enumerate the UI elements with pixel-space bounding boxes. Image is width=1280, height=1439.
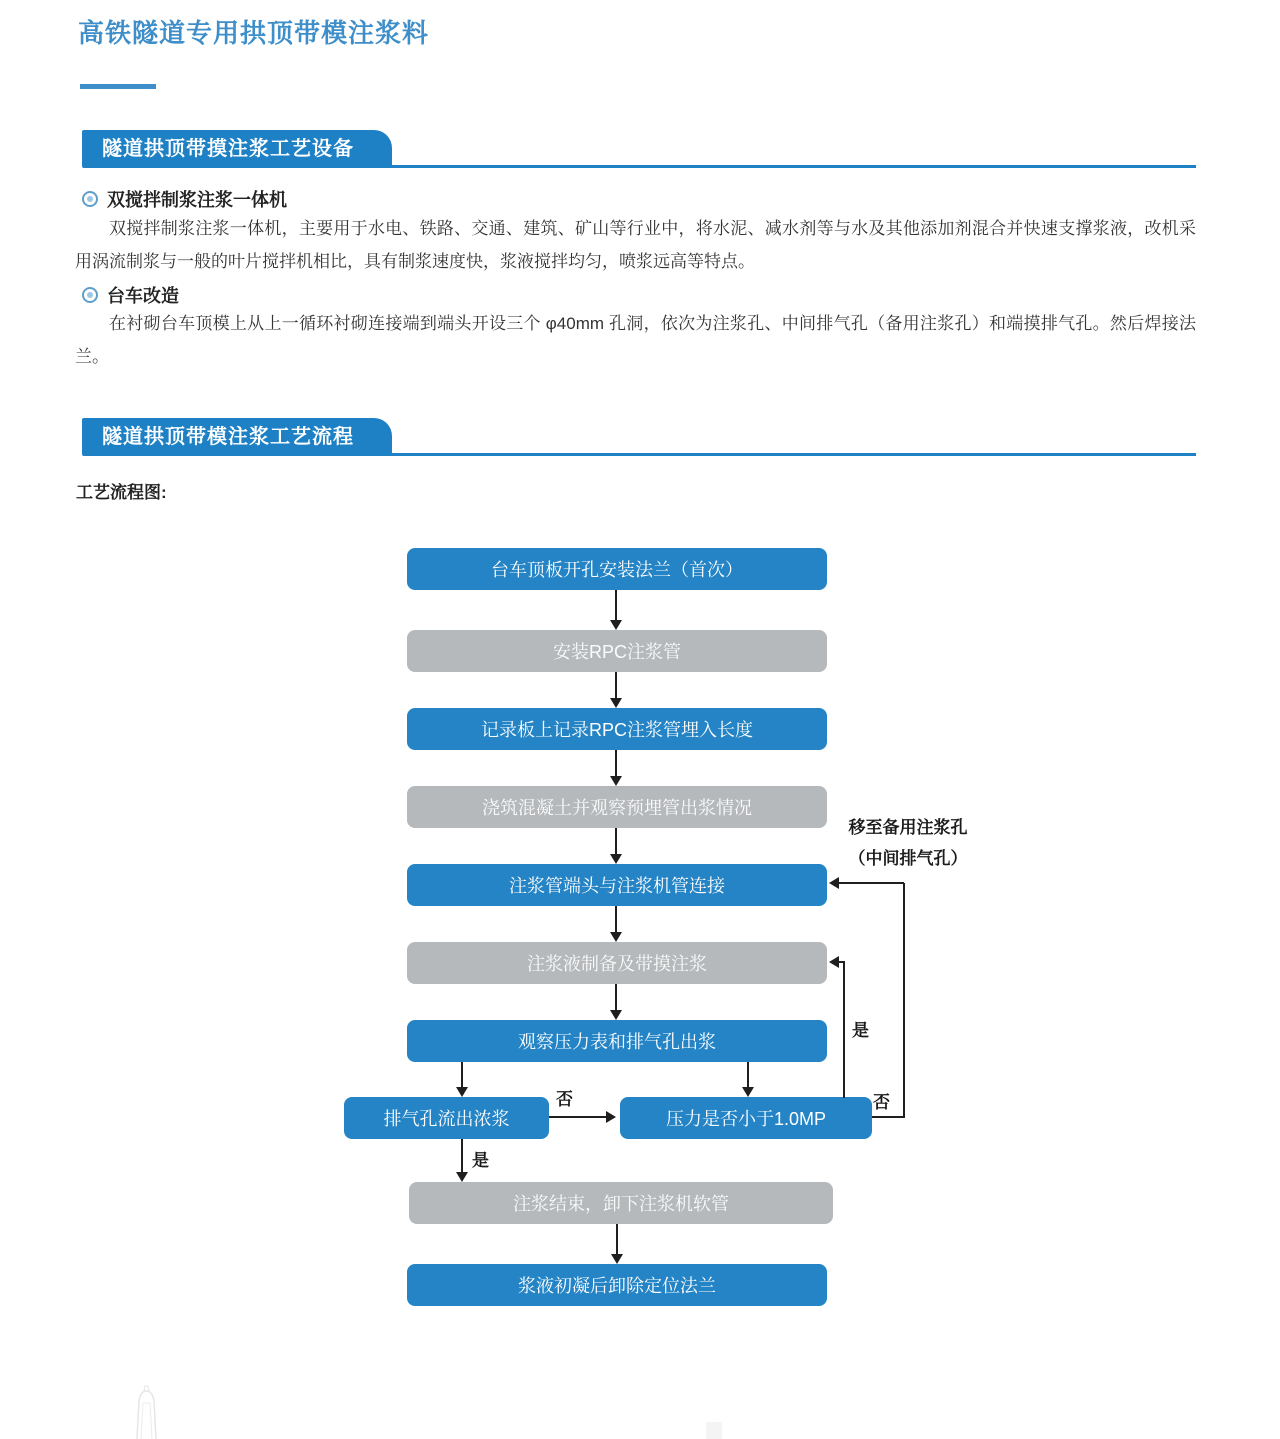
arrowhead-left-icon [829,877,839,889]
arrowhead-right-icon [606,1111,616,1123]
paragraph-mixer: 双搅拌制浆注浆一体机，主要用于水电、铁路、交通、建筑、矿山等行业中，将水泥、减水剂等与水及其他添加剂混合并快速支撑浆液，改机采用涡流制浆与一般的叶片搅拌机相比，具有制浆速度快，浆液搅拌均匀，喷浆远高等特点。 [75,219,1196,271]
faint-smudge [706,1422,722,1439]
connector-line [839,882,904,884]
arrowhead-down-icon [610,620,622,630]
edge-label-yes: 是 [472,1151,489,1170]
arrowhead-down-icon [610,776,622,786]
page-title: 高铁隧道专用拱顶带模注浆料 [78,18,430,48]
connector-line [615,984,617,1011]
flow-step-3: 记录板上记录RPC注浆管埋入长度 [407,708,827,750]
flow-step-5: 注浆管端头与注浆机管连接 [407,864,827,906]
arrowhead-down-icon [610,698,622,708]
flow-step-7: 观察压力表和排气孔出浆 [407,1020,827,1062]
ring-bullet-icon [82,191,98,207]
connector-line [843,962,845,1098]
flow-step-11: 浆液初凝后卸除定位法兰 [407,1264,827,1306]
section-header-rule [392,453,1196,456]
ring-bullet-icon [82,287,98,303]
connector-line [903,883,905,1118]
arrowhead-down-icon [456,1087,468,1097]
loop-annotation-line2: （中间排气孔） [848,849,968,868]
bullet-heading: 双搅拌制浆注浆一体机 [107,190,287,210]
connector-line [872,1116,904,1118]
arrowhead-down-icon [610,932,622,942]
edge-label-no: 否 [556,1090,573,1109]
arrowhead-down-icon [610,1010,622,1020]
flow-step-2: 安装RPC注浆管 [407,630,827,672]
flow-step-6: 注浆液制备及带摸注浆 [407,942,827,984]
connector-line [615,590,617,621]
flow-caption: 工艺流程图: [76,483,167,502]
connector-line [615,750,617,777]
connector-line [615,906,617,933]
section-header-label: 隧道拱顶带摸注浆工艺设备 [82,130,392,168]
loop-annotation-line1: 移至备用注浆孔 [848,818,968,837]
section-header-equipment [82,130,1196,168]
flow-step-8: 排气孔流出浓浆 [344,1097,549,1139]
flow-step-4: 浇筑混凝土并观察预埋管出浆情况 [407,786,827,828]
connector-line [839,961,845,963]
section-header-rule [392,165,1196,168]
section-header-process [82,418,1196,456]
bullet-heading: 台车改造 [107,286,179,306]
bullet-trolley [82,282,179,308]
connector-line [615,672,617,699]
arrowhead-down-icon [611,1254,623,1264]
paragraph-trolley: 在衬砌台车顶模上从上一循环衬砌连接端到端头开设三个 φ40mm 孔洞，依次为注浆孔、中间排气孔（备用注浆孔）和端摸排气孔。然后焊接法兰。 [75,314,1196,366]
loop-annotation [830,812,986,874]
flow-step-10: 注浆结束，卸下注浆机软管 [409,1182,833,1224]
arrowhead-down-icon [456,1172,468,1182]
edge-label-no-outer: 否 [873,1093,890,1112]
title-underline [80,84,156,89]
connector-line [461,1062,463,1088]
flow-step-9: 压力是否小于1.0MP [620,1097,872,1139]
connector-line [549,1116,606,1118]
bullet-mixer [82,186,287,212]
connector-line [615,828,617,855]
edge-label-yes-inner: 是 [852,1021,869,1040]
tower-watermark-icon [115,1385,185,1439]
connector-line [616,1224,618,1255]
connector-line [747,1062,749,1088]
flow-step-1: 台车顶板开孔安装法兰（首次） [407,548,827,590]
connector-line [461,1139,463,1173]
arrowhead-down-icon [742,1087,754,1097]
arrowhead-left-icon [829,956,839,968]
arrowhead-down-icon [610,854,622,864]
section-header-label: 隧道拱顶带模注浆工艺流程 [82,418,392,456]
